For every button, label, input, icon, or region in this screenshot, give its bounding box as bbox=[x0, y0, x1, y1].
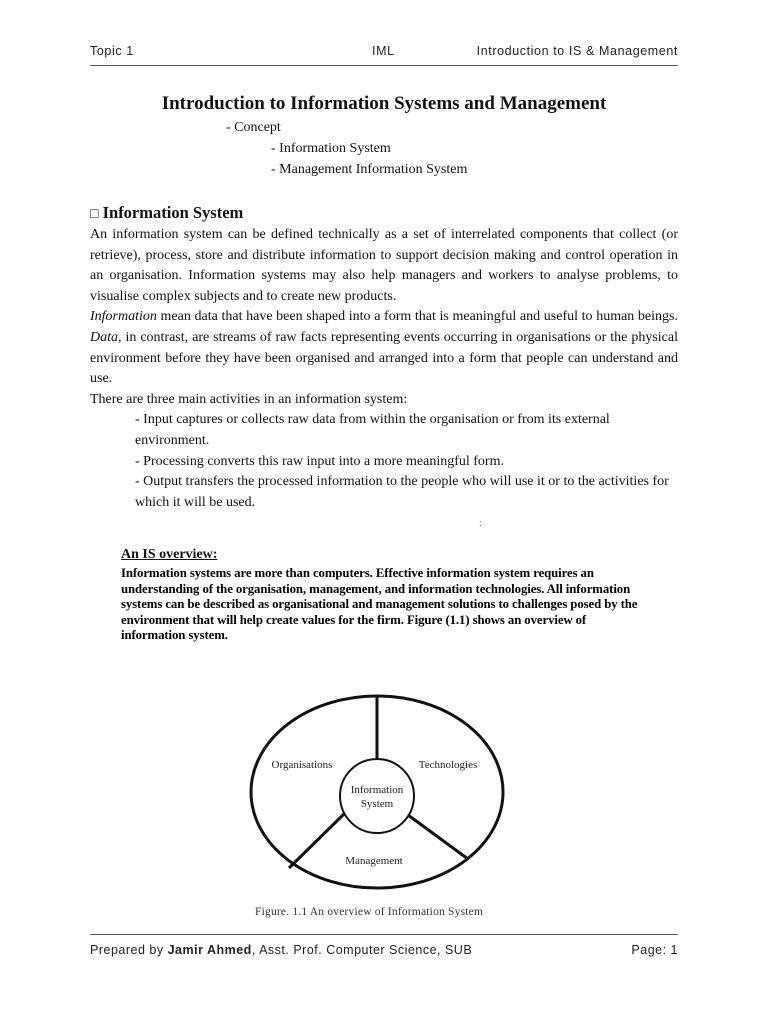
activity-processing: - Processing converts this raw input into a more meaningful form. bbox=[135, 453, 504, 469]
activity-output: - Output transfers the processed information to the people who will use it or to the activities for which it will be used. bbox=[135, 474, 669, 510]
is-overview-diagram bbox=[240, 688, 520, 898]
paragraph-text: , in contrast, are streams of raw facts representing events occurring in organisations or the physical environment before they have been organised and arranged into a form that people can understand and use. bbox=[90, 329, 678, 387]
overview-heading: An IS overview: bbox=[121, 547, 218, 562]
footer-author: Jamir Ahmed bbox=[167, 943, 252, 957]
segment-label-technologies: Technologies bbox=[418, 759, 478, 771]
figure-caption: Figure. 1.1 An overview of Information System bbox=[255, 906, 484, 918]
header-subject: Introduction to IS & Management bbox=[476, 44, 678, 58]
page-title: Introduction to Information Systems and Management bbox=[161, 93, 607, 114]
paragraph-activities-intro: There are three main activities in an information system: bbox=[90, 391, 408, 407]
segment-label-management: Management bbox=[345, 855, 403, 867]
page-header bbox=[90, 44, 678, 64]
checkbox-bullet-icon: □ bbox=[90, 207, 99, 222]
term-data: Data bbox=[90, 329, 118, 345]
paragraph-text: mean data that have been shaped into a form that is meaningful and useful to human beings. bbox=[156, 309, 678, 325]
activity-input: - Input captures or collects raw data from within the organisation or from its external environment. bbox=[135, 412, 610, 448]
body-text bbox=[90, 225, 678, 513]
footer-prefix: Prepared by bbox=[90, 943, 168, 957]
outline-item-mis: - Management Information System bbox=[271, 162, 468, 177]
stray-mark: : bbox=[479, 518, 482, 529]
paragraph-definition: An information system can be defined technically as a set of interrelated components that collect (or retrieve), process, store and distribute information to support decision making and control operation in an organisation. Information systems may also help managers and workers to analyse problems, to visualise complex subjects and to create new products. bbox=[90, 227, 678, 304]
center-label-line1: Information bbox=[350, 784, 404, 796]
outline-item-concept: - Concept bbox=[226, 120, 281, 135]
footer-rule bbox=[90, 934, 678, 935]
overview-text: Information systems are more than computers. Effective information system requires an understanding of the organisation, management, and information technologies. All information systems can be described as organisational and management solutions to challenges posed by the environment that will help create values for the firm. Figure (1.1) shows an overview of information system. bbox=[121, 566, 638, 643]
segment-label-organisations: Organisations bbox=[271, 759, 333, 771]
divider-left bbox=[289, 814, 344, 868]
center-circle bbox=[340, 759, 414, 833]
page-footer bbox=[90, 943, 678, 963]
paragraph-information-vs-data bbox=[90, 307, 678, 389]
divider-right bbox=[408, 815, 468, 859]
header-rule bbox=[90, 65, 678, 66]
center-label-line2: System bbox=[360, 798, 394, 810]
outline-item-information-system: - Information System bbox=[271, 141, 391, 156]
footer-affiliation: , Asst. Prof. Computer Science, SUB bbox=[251, 943, 473, 957]
section-heading-text: Information System bbox=[102, 203, 244, 222]
header-topic: Topic 1 bbox=[90, 44, 134, 58]
term-information: Information bbox=[90, 309, 157, 325]
footer-credit bbox=[90, 943, 472, 957]
footer-page-number: Page: 1 bbox=[631, 943, 678, 957]
header-course: IML bbox=[372, 44, 395, 58]
section-heading bbox=[90, 203, 243, 223]
